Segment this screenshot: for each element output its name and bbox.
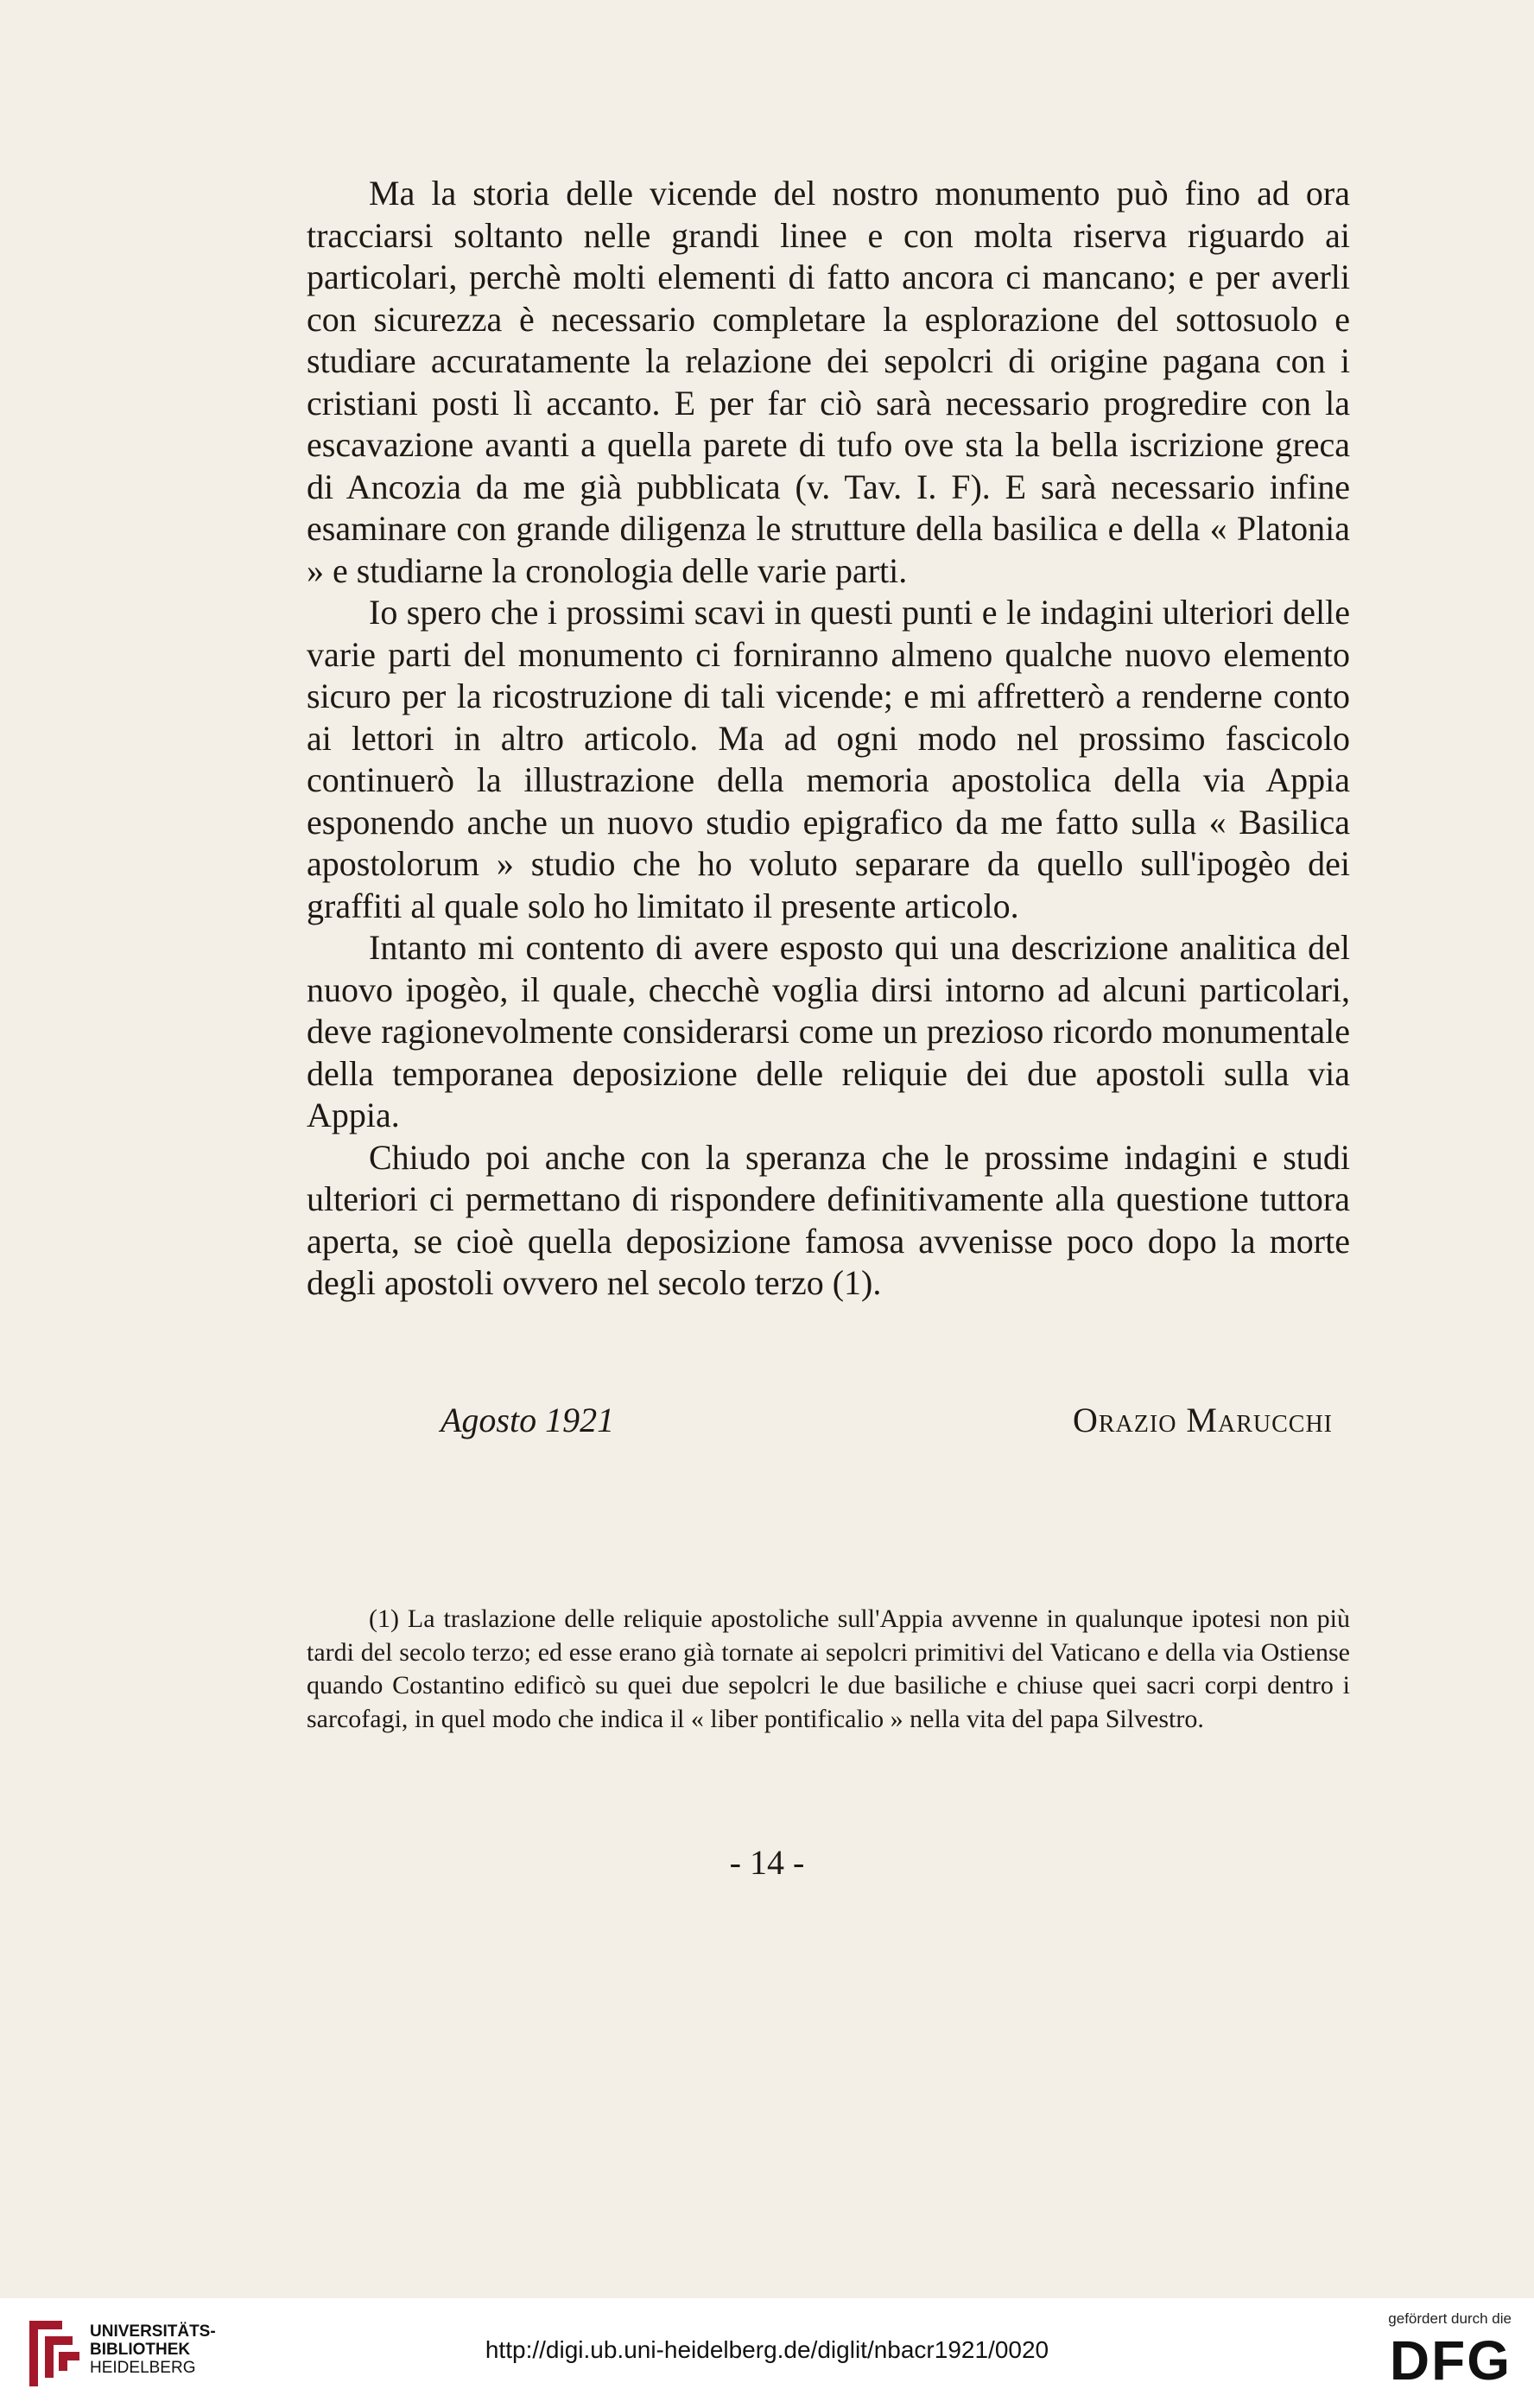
- paragraph: Chiudo poi anche con la speranza che le prossime indagini e studi ulteriori ci permettano di rispondere definitivamente alla questione tuttora aperta, se cioè quella deposizione famosa avvenisse poco dopo la morte degli apostoli ovvero nel secolo terzo (1).: [307, 1137, 1350, 1302]
- paragraph: Intanto mi contento di avere esposto qui una descrizione analitica del nuovo ipogèo, il quale, checchè voglia dirsi intorno ad alcuni particolari, deve ragionevolmente considerarsi come un prezioso ricordo monumentale della temporanea deposizione delle reliquie dei due apostoli sulla via Appia.: [307, 928, 1350, 1134]
- library-line: HEIDELBERG: [90, 2359, 196, 2377]
- footnote-text: (1) La traslazione delle reliquie apostoliche sull'Appia avvenne in qualunque ipotesi non più tardi del secolo terzo; ed esse erano già tornate ai sepolcri primitivi del Vaticano e della via Ostiense quando Costantino edificò su quei due sepolcri le due basiliche e chiuse quei sacri corpi dentro i sarcofagi, in quel modo che indica il « liber pontificalio » nella vita del papa Silvestro.: [307, 1604, 1350, 1733]
- document-url[interactable]: http://digi.ub.uni-heidelberg.de/diglit/nbacr1921/0020: [485, 2336, 1049, 2363]
- library-line: UNIVERSITÄTS-: [90, 2322, 216, 2341]
- library-line: BIBLIOTHEK: [90, 2341, 191, 2359]
- author: Orazio Marucchi: [1072, 1401, 1333, 1439]
- funder-block: [1388, 2310, 1512, 2392]
- body-text: [307, 173, 1350, 1305]
- signature-line: [307, 1400, 1350, 1452]
- footer-bar: [0, 2298, 1534, 2408]
- date: Agosto 1921: [441, 1401, 615, 1439]
- paragraph: Ma la storia delle vicende del nostro monumento può fino ad ora tracciarsi soltanto nelle grandi linee e con molta riserva riguardo ai particolari, perchè molti elementi di fatto ancora ci mancano; e per averli con sicurezza è necessario completare la esplorazione del sottosuolo e studiare accuratamente la relazione dei sepolcri di origine pagana con i cristiani posti lì accanto. E per far ciò sarà necessario progredire con la escavazione avanti a quella parete di tufo ove sta la bella iscrizione greca di Ancozia da me già pubblicata (v. Tav. I. F). E sarà necessario infine esaminare con grande diligenza le strutture della basilica e della « Platonia » e studiarne la cronologia delle varie parti.: [307, 174, 1350, 590]
- funding-label: gefördert durch die: [1388, 2310, 1512, 2327]
- footnote: [307, 1603, 1350, 1736]
- paragraph: Io spero che i prossimi scavi in questi punti e le indagini ulteriori delle varie parti del monumento ci forniranno almeno qualche nuovo elemento sicuro per la ricostruzione di tali vicende; e mi affretterò a renderne conto ai lettori in altro articolo. Ma ad ogni modo nel prossimo fascicolo continuerò la illustrazione della memoria apostolica della via Appia esponendo anche un nuovo studio epigrafico da me fatto sulla « Basilica apostolorum » studio che ho voluto separare da quello sull'ipogèo dei graffiti al quale solo ho limitato il presente articolo.: [307, 593, 1350, 925]
- page-number: - 14 -: [729, 1843, 805, 1882]
- dfg-logo: DFG: [1389, 2329, 1512, 2392]
